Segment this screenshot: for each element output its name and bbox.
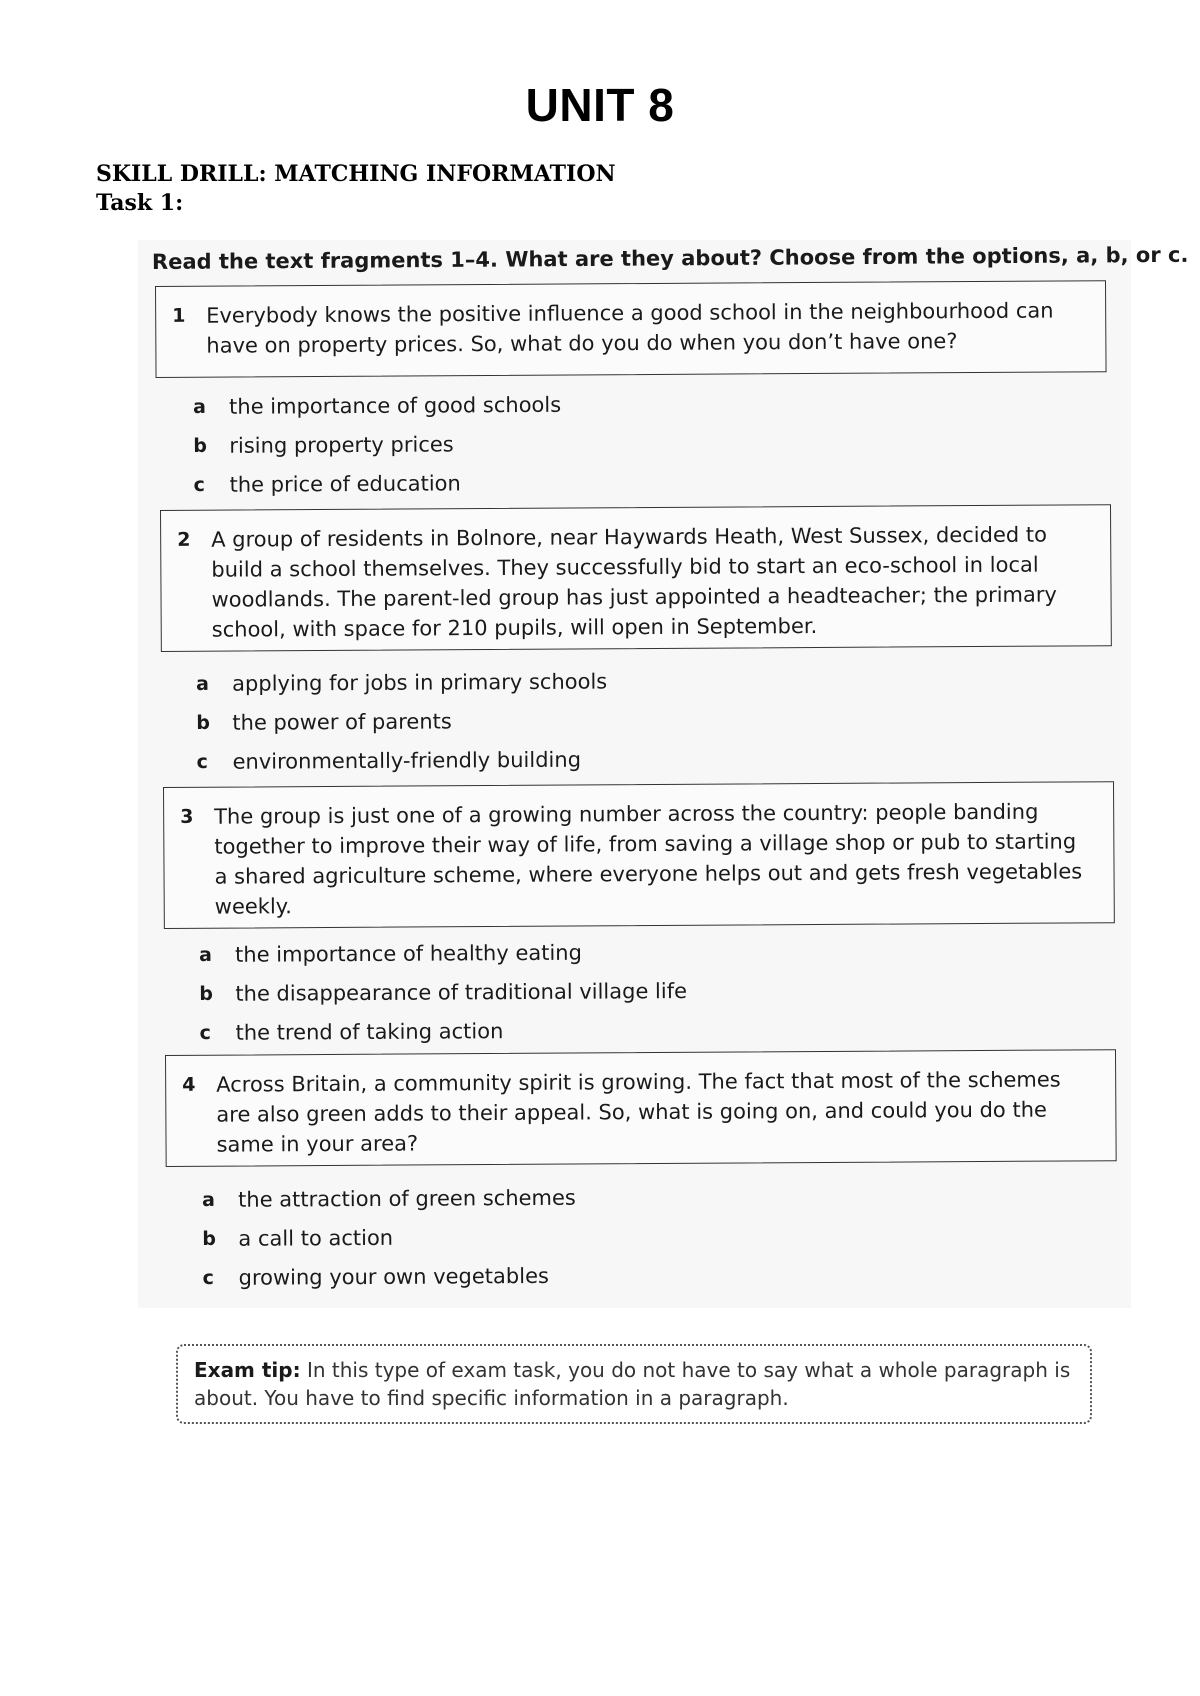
fragment-number: 1 <box>172 304 186 327</box>
fragment-number: 4 <box>182 1073 196 1096</box>
options-list-3 <box>199 932 687 1052</box>
option-text: environmentally-friendly building <box>232 747 582 774</box>
section-heading-block <box>96 160 616 218</box>
option-letter: b <box>196 711 211 734</box>
option-letter: c <box>196 750 208 773</box>
fragment-text: Everybody knows the positive influence a good school in the neighbourhood can have on property prices. So, what do you do when you don’t have one? <box>206 298 1054 358</box>
fragment-text: A group of residents in Bolnore, near Haywards Heath, West Sussex, decided to build a school themselves. They successfully bid to start an eco-school in local woodlands. The parent-led group has just appointed a headteacher; the primary school, with space for 210 pupils, will open in September. <box>211 522 1057 642</box>
option-letter: a <box>196 672 210 695</box>
option-2a[interactable] <box>196 661 607 703</box>
option-letter: b <box>199 982 214 1005</box>
option-text: the price of education <box>229 470 461 497</box>
option-letter: c <box>202 1266 214 1289</box>
fragment-box-4 <box>165 1049 1117 1167</box>
option-1c[interactable] <box>193 463 561 504</box>
unit-title: UNIT 8 <box>525 79 675 131</box>
option-text: the power of parents <box>232 708 452 735</box>
option-text: a call to action <box>238 1225 394 1251</box>
options-list-4 <box>202 1178 576 1297</box>
exam-tip-box <box>176 1344 1092 1424</box>
option-2c[interactable] <box>196 739 607 781</box>
option-text: the importance of healthy eating <box>235 940 582 967</box>
options-list-1 <box>193 385 562 504</box>
option-4a[interactable] <box>202 1178 576 1219</box>
option-letter: b <box>193 434 208 457</box>
fragment-box-3 <box>163 781 1115 929</box>
fragment-box-1 <box>155 280 1107 378</box>
exam-tip-label: Exam tip: <box>194 1358 301 1382</box>
option-text: growing your own vegetables <box>238 1263 549 1290</box>
option-text: the trend of taking action <box>235 1018 504 1045</box>
options-list-2 <box>196 661 608 781</box>
fragment-number: 2 <box>177 528 191 551</box>
option-text: the importance of good schools <box>229 392 562 419</box>
option-4b[interactable] <box>202 1217 576 1258</box>
option-letter: a <box>199 943 213 966</box>
option-1a[interactable] <box>193 385 561 426</box>
option-3a[interactable] <box>199 932 687 974</box>
exam-tip-text: In this type of exam task, you do not have to say what a whole paragraph is about. You have to find specific information in a paragraph. <box>194 1358 1071 1410</box>
fragment-number: 3 <box>180 805 194 828</box>
skill-drill-heading: SKILL DRILL: MATCHING INFORMATION <box>96 161 616 187</box>
fragment-box-2 <box>160 504 1112 652</box>
option-letter: a <box>193 395 207 418</box>
task-instruction: Read the text fragments 1–4. What are they about? Choose from the options, a, b, or c. <box>151 242 1189 274</box>
option-text: applying for jobs in primary schools <box>232 668 608 696</box>
fragment-text: The group is just one of a growing number across the country: people banding together to improve their way of life, from saving a village shop or pub to starting a shared agriculture scheme, where everyone helps out and gets fresh vegetables weekly. <box>214 799 1083 919</box>
option-text: rising property prices <box>229 431 454 458</box>
option-3c[interactable] <box>199 1010 687 1052</box>
option-letter: a <box>202 1188 216 1211</box>
option-letter: b <box>202 1227 217 1250</box>
option-4c[interactable] <box>202 1256 576 1297</box>
option-letter: c <box>199 1021 211 1044</box>
option-1b[interactable] <box>193 424 561 465</box>
task-label: Task 1: <box>96 190 184 216</box>
option-text: the attraction of green schemes <box>238 1185 576 1212</box>
option-2b[interactable] <box>196 700 607 742</box>
fragment-text: Across Britain, a community spirit is growing. The fact that most of the schemes are also green adds to their appeal. So, what is going on, and could you do the same in your area? <box>216 1067 1061 1157</box>
option-3b[interactable] <box>199 971 687 1013</box>
option-letter: c <box>193 473 205 496</box>
option-text: the disappearance of traditional village life <box>235 978 688 1006</box>
